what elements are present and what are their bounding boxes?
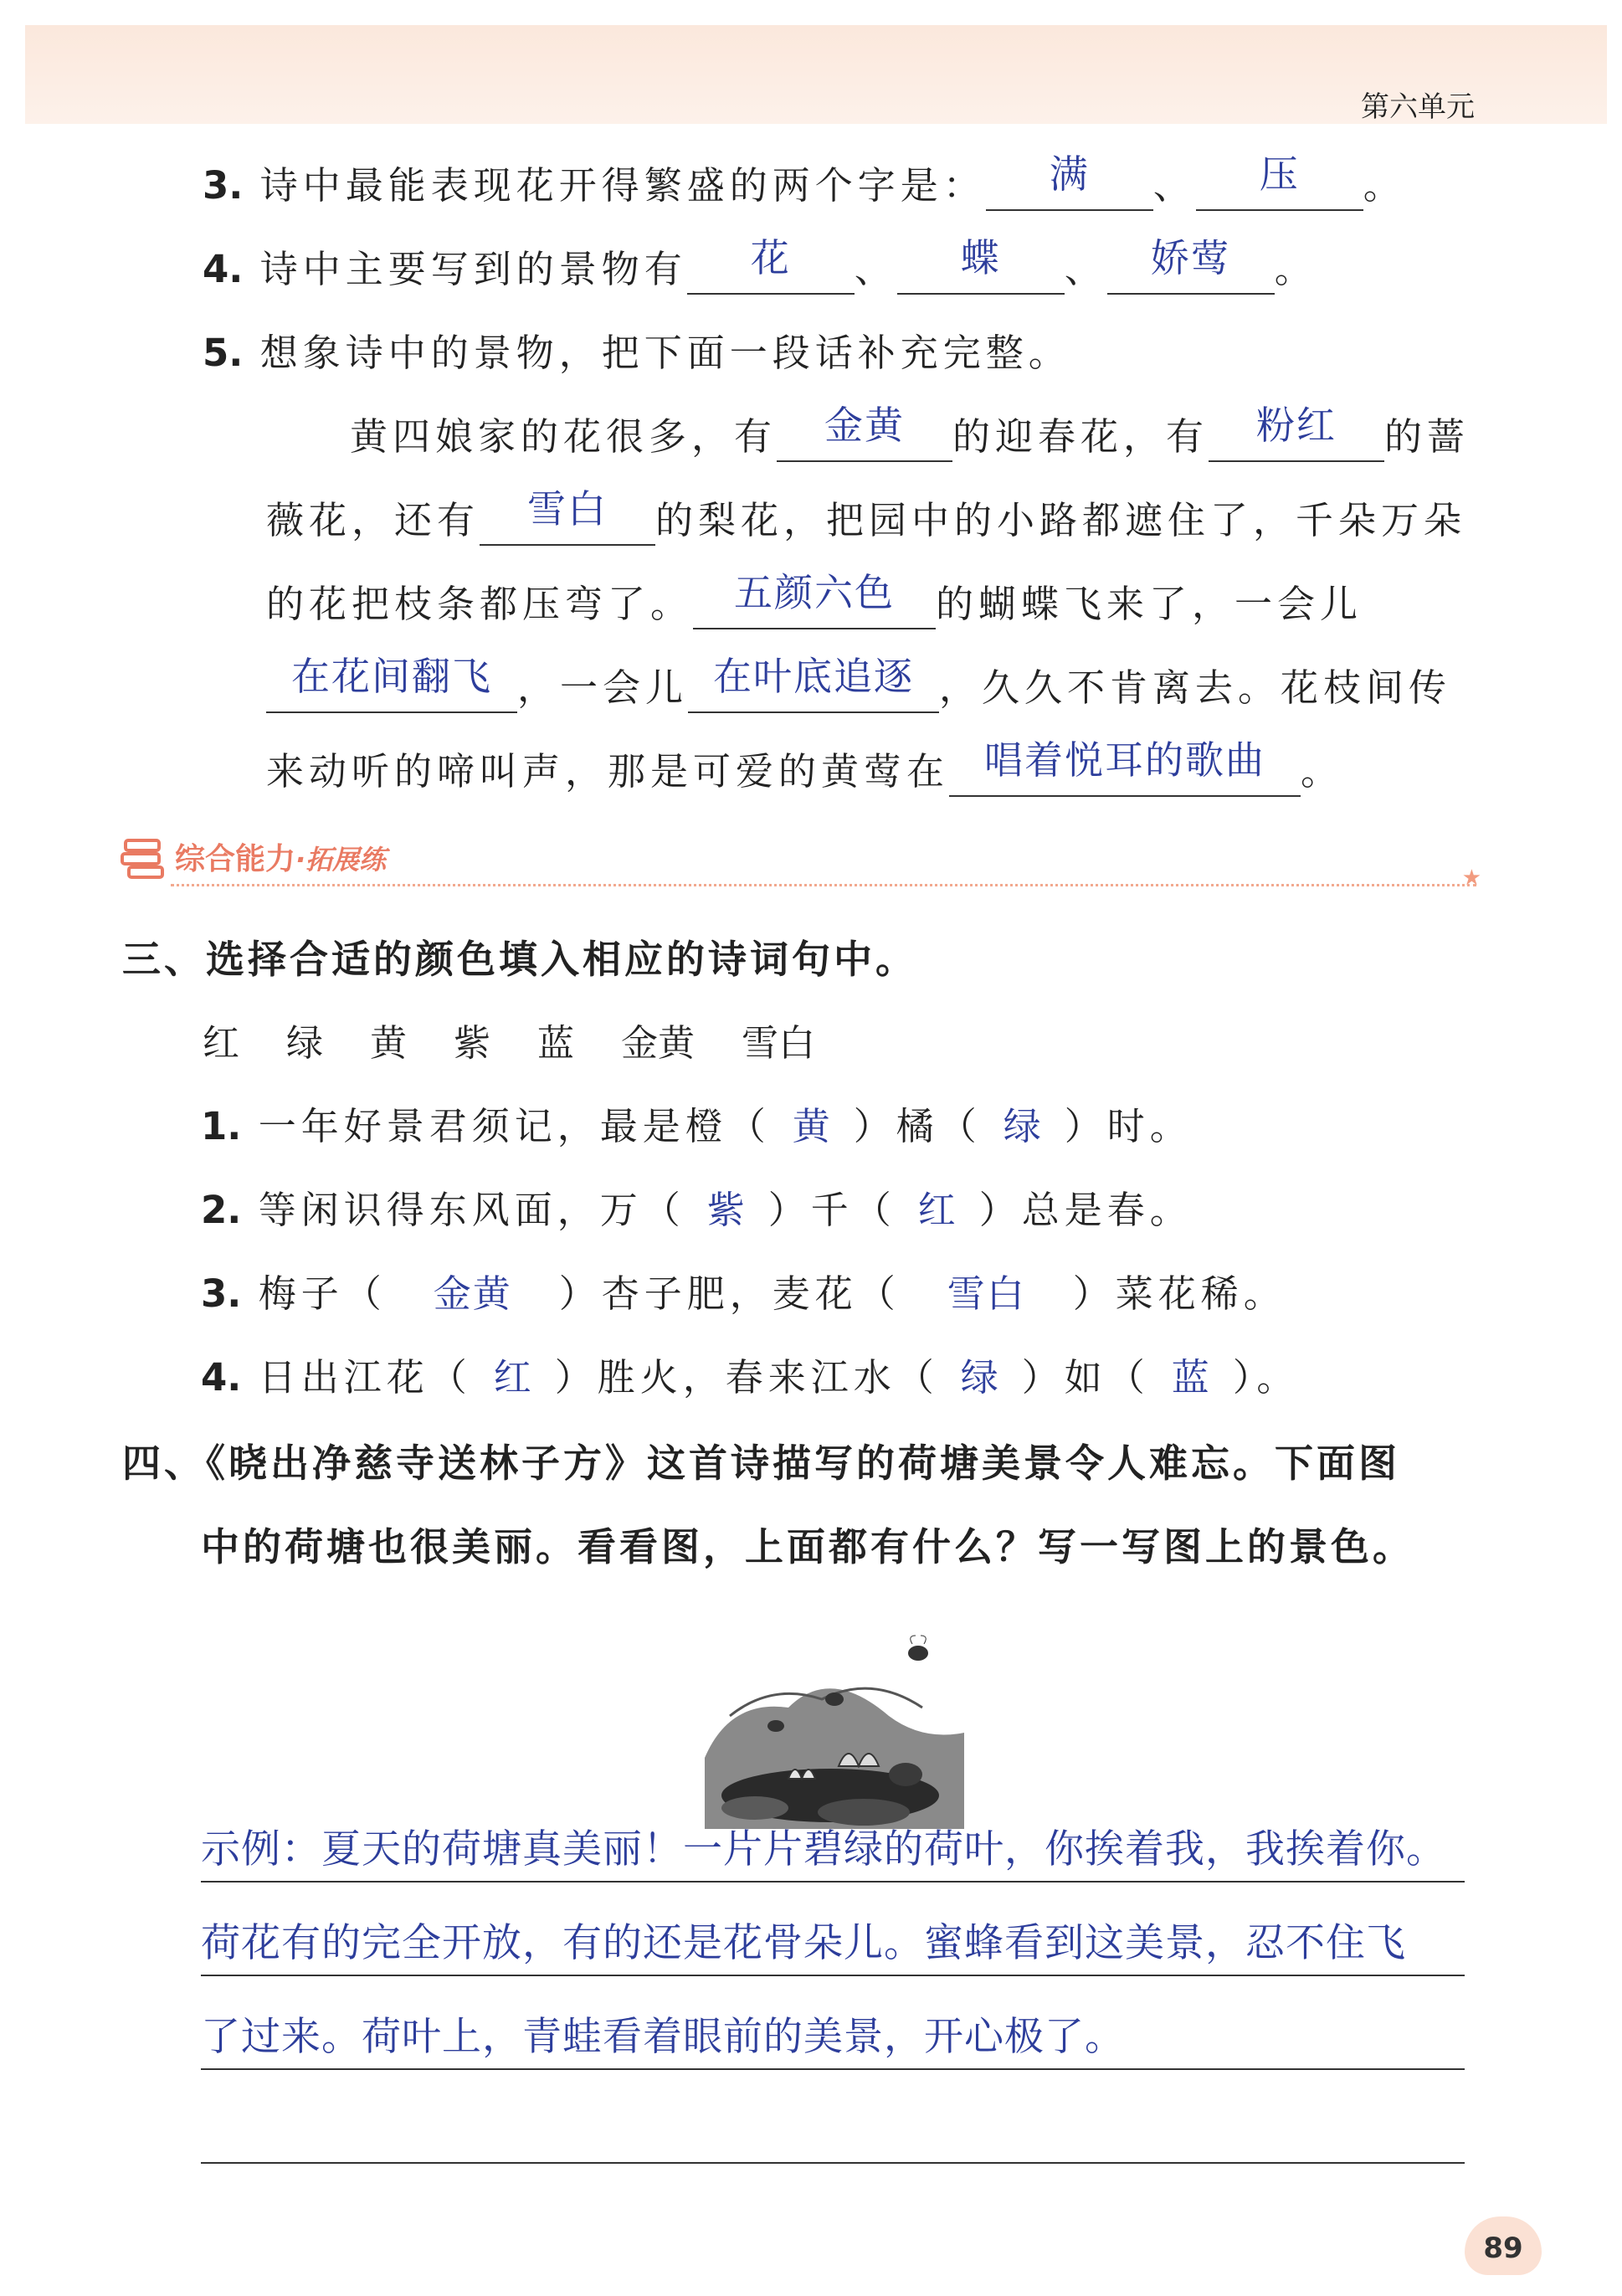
- unit-label: 第六单元: [1361, 90, 1475, 124]
- answer-blank[interactable]: 五颜六色: [693, 581, 936, 629]
- section-divider: [171, 884, 1476, 886]
- section-title: 综合能力·拓展练: [175, 842, 387, 876]
- writing-line: [201, 2160, 1465, 2164]
- section-header: [121, 829, 1481, 891]
- part-3-item-4: 4. 日出江花（ 红 ）胜火，春来江水（ 绿 ）如（ 蓝 ）。: [201, 1355, 1300, 1400]
- part-4-title-line-2: 中的荷塘也很美丽。看看图，上面都有什么？写一写图上的景色。: [201, 1524, 1414, 1569]
- answer-blank[interactable]: 雪白: [480, 497, 655, 546]
- answer-blank[interactable]: 唱着悦耳的歌曲: [949, 748, 1301, 797]
- answer-line-2: 荷花有的完全开放，有的还是花骨朵儿。蜜蜂看到这美景，忍不住飞: [201, 1920, 1406, 1966]
- star-icon: ★: [1461, 865, 1481, 891]
- answer-blank[interactable]: 压: [1196, 162, 1363, 211]
- paragraph-line-4: 在花间翻飞 ，一会儿 在叶底追逐 ，久久不肯离去。花枝间传: [266, 663, 1451, 713]
- part-4-title-line-1: 四、《晓出净慈寺送林子方》这首诗描写的荷塘美景令人难忘。下面图: [122, 1441, 1400, 1486]
- part-3-item-3: 3. 梅子（ 金黄 ）杏子肥，麦花（ 雪白 ）菜花稀。: [201, 1271, 1286, 1316]
- question-4: 4. 诗中主要写到的景物有 花 、 蝶 、 娇莺 。: [203, 244, 1317, 295]
- lotus-pond-illustration: [696, 1632, 973, 1833]
- books-icon: [121, 832, 169, 884]
- question-3: 3. 诗中最能表现花开得繁盛的两个字是： 满 、 压 。: [203, 161, 1406, 211]
- question-5: 5. 想象诗中的景物，把下面一段话补充完整。: [203, 331, 1071, 375]
- part-3-item-2: 2. 等闲识得东风面，万（ 紫 ）千（ 红 ）总是春。: [201, 1188, 1193, 1232]
- paragraph-line-3: 的花把枝条都压弯了。 五颜六色 的蝴蝶飞来了，一会儿: [266, 579, 1363, 629]
- paragraph-line-5: 来动听的啼叫声，那是可爱的黄莺在 唱着悦耳的歌曲 。: [266, 747, 1343, 797]
- writing-line: [201, 1973, 1465, 1976]
- answer-blank[interactable]: 蝶: [897, 246, 1065, 295]
- part-3-item-1: 1. 一年好景君须记，最是橙（ 黄 ）橘（ 绿 ）时。: [201, 1104, 1193, 1148]
- answer-blank[interactable]: 满: [986, 162, 1153, 211]
- answer-blank[interactable]: 花: [687, 246, 855, 295]
- answer-blank[interactable]: 金黄: [777, 413, 952, 462]
- answer-blank[interactable]: 在花间翻飞: [266, 665, 517, 713]
- paragraph-line-2: 薇花，还有 雪白 的梨花，把园中的小路都遮住了，千朵万朵: [266, 496, 1466, 546]
- answer-line-3: 了过来。荷叶上，青蛙看着眼前的美景，开心极了。: [201, 2014, 1125, 2060]
- answer-blank[interactable]: 娇莺: [1107, 246, 1275, 295]
- paragraph-line-1: 黄四娘家的花很多，有 金黄 的迎春花，有 粉红 的蔷: [350, 412, 1470, 462]
- answer-line-1: 示例：夏天的荷塘真美丽！一片片碧绿的荷叶，你挨着我，我挨着你。: [201, 1826, 1446, 1872]
- answer-blank[interactable]: 在叶底追逐: [688, 665, 939, 713]
- color-options: 红 绿 黄 紫 蓝 金黄 雪白: [203, 1022, 815, 1065]
- page-number: 89: [1465, 2216, 1542, 2275]
- answer-blank[interactable]: 粉红: [1209, 413, 1384, 462]
- part-3-title: 三、选择合适的颜色填入相应的诗词句中。: [122, 937, 917, 982]
- writing-line: [201, 1879, 1465, 1883]
- writing-line: [201, 2067, 1465, 2070]
